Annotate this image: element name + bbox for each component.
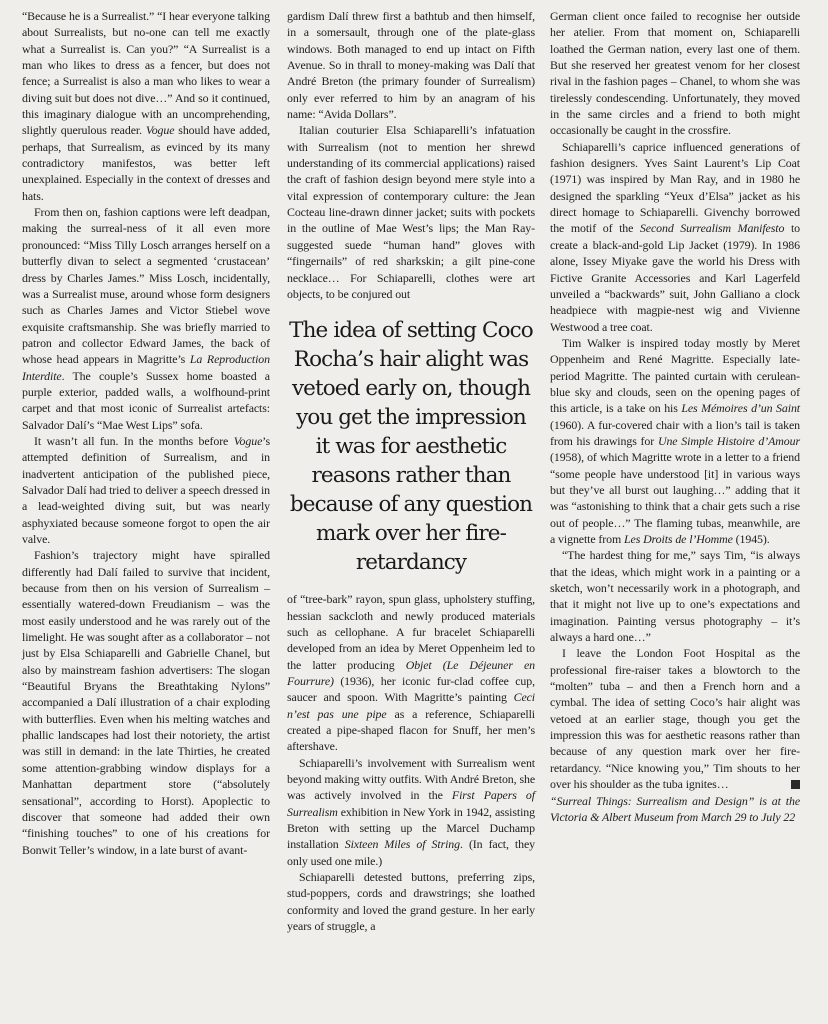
paragraph: of “tree-bark” rayon, spun glass, upholstery stuffing, hessian sackcloth and newly produced materials such as cellophane. A fur bracelet Schiaparelli developed from an idea by Meret Oppenheim led to the latter producing Objet (Le Déjeuner en Fourrure) (1936), her iconic fur-clad coffee cup, saucer and spoon. With Magritte’s painting Ceci n’est pas une pipe as a reference, Schiaparelli created a pipe-shaped flacon for Snuff, her men’s aftershave. — [287, 592, 535, 754]
artwork-title: Objet (Le Déjeuner en Fourrure) — [287, 657, 535, 688]
paragraph: From then on, fashion captions were left deadpan, making the surreal-ness of it all even more pronounced: “Miss Tilly Losch arranges herself on a butterfly divan to select a segmented ‘crustacean’ dress by Charles James.” Miss Losch, incidentally, was a Surrealist muse, around whose form designers such as Charles James and Victor Stiebel wove exquisite craftsmanship. She was briefly married to patron and collector Edward James, the back of whose head appears in Magritte’s La Reproduction Interdite. The couple’s Sussex home boasted a purple exterior, padded walls, a wolfhound-print carpet and that most iconic of Surrealist artefacts: Salvador Dalí’s “Mae West Lips” sofa. — [22, 205, 270, 432]
paragraph: Tim Walker is inspired today mostly by Meret Oppenheim and René Magritte. Especially late-period Magritte. The painted curtain with cerulean-blue sky and clouds, seen on the opening pages of this article, is a take on his Les Mémoires d’un Saint (1960). A fur-covered chair with a lion’s tail is taken from his drawings for Une Simple Histoire d’Amour (1958), of which Magritte wrote in a letter to a friend “some people have understood [it] in various ways but they’ve all burst out laughing…” adding that it was “astonishing to think that a chair gets such a rise out of people…” The flaming tubas, meanwhile, are a vignette from Les Droits de l’Homme (1945). — [550, 335, 801, 546]
text-column-1 — [22, 8, 270, 858]
text-column-3 — [550, 8, 800, 825]
magazine-title: Vogue — [145, 123, 175, 138]
artwork-title: Ceci n’est pas une pipe — [287, 690, 535, 721]
paragraph: “Because he is a Surrealist.” “I hear everyone talking about Surrealists, but no-one can tell me exactly what a Surrealist is. Can you?” “A Surrealist is a man who likes to dress as a fencer, but does not fence; a Surrealist is also a man who likes to wear a diving suit but does not dive…” And so it continued, this imaginary dialogue with an uncomprehending, slightly querulous reader. Vogue should have added, perhaps, that Surrealism, as evinced by its many contradictory manifestos, was better left unexplained. Especially in the context of dresses and hats. — [22, 9, 271, 203]
artwork-title: Sixteen Miles of String — [344, 837, 460, 852]
artwork-title: Les Droits de l’Homme — [624, 532, 733, 546]
paragraph: Schiaparelli detested buttons, preferring zips, stud-poppers, cords and drawstrings; she loathed conformity and loved the grand gesture. In her early years of struggle, a — [287, 870, 535, 934]
paragraph: Schiaparelli’s involvement with Surrealism went beyond making witty outfits. With André Breton, she was actively involved in the First Papers of Surrealism exhibition in New York in 1942, assisting Breton with setting up the Marcel Duchamp installation Sixteen Miles of String. (In fact, they only used one mile.) — [287, 755, 536, 868]
text-column-2 — [287, 8, 535, 934]
paragraph: “The hardest thing for me,” says Tim, “is always that the ideas, which might work in a painting or a sketch, won’t necessarily work in a photograph, and that it might not live up to one’s expectations and imagination. Painting versus photography – it’s always a hard one…” — [550, 548, 800, 645]
paragraph: It wasn’t all fun. In the months before Vogue’s attempted definition of Surrealism, and in inadvertent anticipation of the published piece, Salvador Dalí had tried to deliver a speech dressed in a lead-weighted diving suit, but was nearly asphyxiated because someone forgot to open the air valve. — [22, 433, 270, 546]
artwork-title: La Reproduction Interdite — [22, 352, 270, 383]
paragraph: I leave the London Foot Hospital as the professional fire-raiser takes a blowtorch to the “molten” tuba – and then a French horn and a cymbal. The idea of setting Coco’s hair alight was vetoed at an earlier stage, though you get the impression this was for aesthetic reasons rather than because of any question mark over her fire-retardancy. “Nice knowing you,” Tim shouts to her over his shoulder as the tuba ignites… — [550, 646, 800, 792]
exhibition-title: First Papers of Surrealism — [287, 788, 535, 819]
paragraph: Fashion’s trajectory might have spiralled differently had Dalí failed to survive that incident, because from then on his version of Surrealism – essentially watered-down Freudianism – was the most easily understood and he was rarely out of the limelight. He was sought after as a collaborator – not just by Elsa Schiaparelli and Gabrielle Chanel, but also by mainstream fashion advertisers: The slogan “Beautiful Bryans the Breathtaking Nylons” accompanied a Dalí illustration of a chair exploding with butterflies. Even when his melting watches and phallic landscapes had lost their notoriety, the artist was still in demand: in the late Thirties, he created some attention-grabbing window displays for a Manhattan department store (“absolutely sensational”, according to Horst). Apoplectic to discover that someone had added their own “finishing touches” to one of his creations for Bonwit Teller’s window, in a late burst of avant- — [22, 548, 270, 857]
paragraph: gardism Dalí threw first a bathtub and then himself, in a somersault, through one of the plate-glass windows. Both managed to end up intact on Fifth Avenue. So in thrall to money-making was Dalí that André Breton (the primary founder of Surrealism) only ever referred to him by an anagram of his name: “Avida Dollars”. — [287, 9, 535, 122]
end-mark-icon — [791, 780, 800, 789]
pull-quote: The idea of setting Coco Rocha’s hair alight was vetoed early on, though you get the impression it was for aesthetic reasons rather than because of any question mark over her fire-retardancy — [289, 318, 533, 576]
paragraph: Schiaparelli’s caprice influenced generations of fashion designers. Yves Saint Laurent’s Lip Coat (1971) was inspired by Man Ray, and in 1980 he designed the sparkling “Yeux d’Elsa” jacket as his direct homage to Schiaparelli. Givenchy borrowed the motif of the Second Surrealism Manifesto to create a black-and-gold Lip Jacket (1979). In 1986 alone, Issey Miyake gave the world his Dress with Fictive Granite Accessories and Karl Lagerfeld unveiled a “backwards” suit, John Galliano a clock headpiece with magpie-nest wig and Vivienne Westwood a tree coat. — [550, 139, 801, 334]
paragraph: Italian couturier Elsa Schiaparelli’s infatuation with Surrealism (not to mention her shrewd understanding of its commercial applications) raised the craft of fashion design beyond mere style into a vital expression of contemporary culture: the Jean Cocteau line-drawn dinner jacket; suits with pockets in the outline of Mae West’s lips; the Man Ray-suggested suede “human hand” gloves with “fingernails” of red sharkskin; a gilt pine-cone necklace… For Schiaparelli, clothes were art objects, to be conjured out — [287, 123, 535, 301]
magazine-title: Vogue — [233, 433, 263, 448]
exhibition-credit: “Surreal Things: Surrealism and Design” is at the Victoria & Albert Museum from March 29 to July 22 — [550, 793, 800, 824]
artwork-title: Une Simple Histoire d’Amour — [657, 433, 801, 448]
manifesto-title: Second Surrealism Manifesto — [639, 221, 785, 236]
artwork-title: Les Mémoires d’un Saint — [681, 401, 800, 416]
paragraph: German client once failed to recognise her outside her atelier. From that moment on, Schiaparelli loathed the German nation, every last one of them. But she reserved her greatest venom for her closest rival in the fashion pages – Chanel, to whom she was tirelessly condescending. Unfortunately, they moved in the same circles and a friend to both might occasionally be caught in the crossfire. — [550, 9, 800, 138]
